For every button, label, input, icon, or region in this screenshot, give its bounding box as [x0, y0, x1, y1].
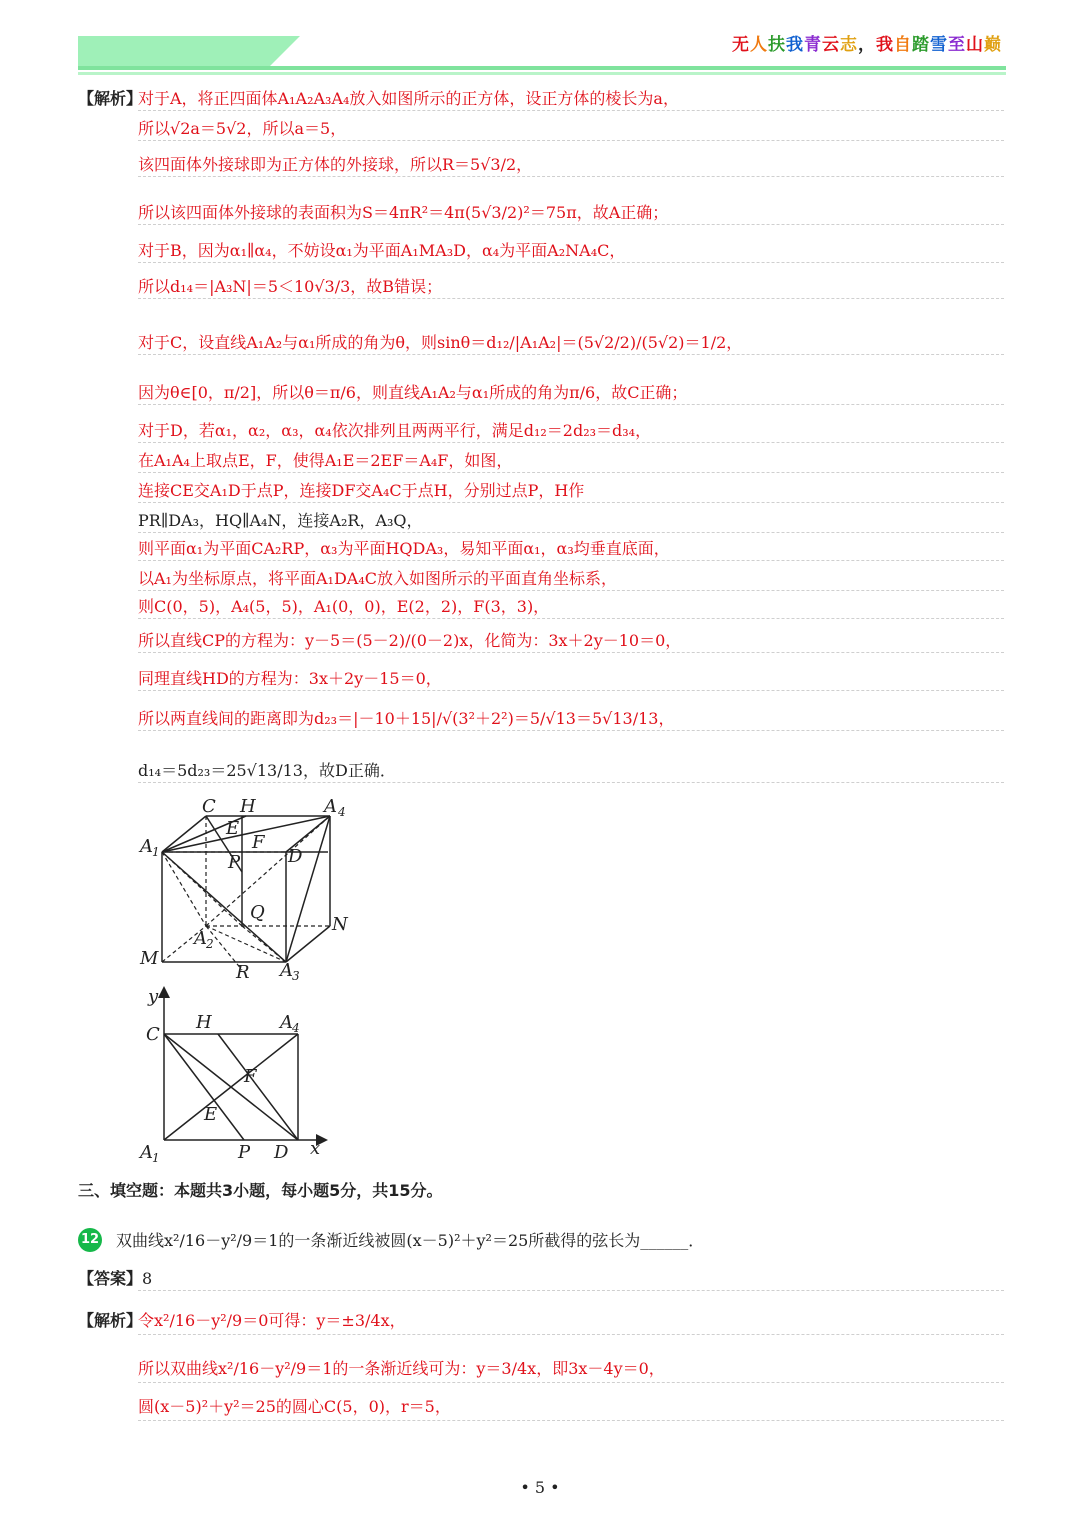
line-divider	[138, 652, 1004, 653]
slogan-char: 踏	[912, 35, 930, 55]
answer-row	[78, 1266, 152, 1289]
label-E: E	[226, 818, 240, 839]
label-N: N	[332, 914, 348, 935]
section-title: 三、填空题：本题共3小题，每小题5分，共15分。	[78, 1181, 443, 1200]
line-divider	[138, 176, 1004, 177]
header-rule	[78, 66, 1006, 70]
line-divider	[138, 560, 1004, 561]
solution-line: d₁₄＝5d₂₃＝25√13/13，故D正确．	[138, 761, 396, 780]
label-D: D	[288, 846, 303, 867]
label-A4-sub: 4	[292, 1021, 300, 1035]
label-A2-sub: 2	[206, 937, 214, 951]
solution-line: 对于C，设直线A₁A₂与α₁所成的角为θ，则sinθ＝d₁₂/|A₁A₂|＝(5√2/2)/(5√2)＝1/2，	[138, 333, 743, 352]
slogan-char: 巅	[984, 35, 1002, 55]
slogan-char: 山	[966, 35, 984, 55]
label-M: M	[140, 948, 159, 969]
solution-line: 所以直线CP的方程为：y－5＝(5－2)/(0－2)x，化简为：3x＋2y－10＝0，	[138, 631, 682, 650]
solution-line: 所以√2a＝5√2，所以a＝5，	[138, 119, 347, 138]
axis-x-label: x	[310, 1138, 321, 1159]
slogan-char: 人	[750, 35, 768, 55]
solution-line: 该四面体外接球即为正方体的外接球，所以R＝5√3/2，	[138, 155, 533, 174]
label-A4-sub: 4	[338, 805, 346, 819]
solution-label: 【解析】	[78, 89, 143, 108]
solution-line: 同理直线HD的方程为：3x＋2y－15＝0，	[138, 669, 442, 688]
slogan-char: 至	[948, 35, 966, 55]
label-A1: A	[140, 836, 153, 857]
line-divider	[138, 532, 1004, 533]
label-C: C	[202, 796, 216, 817]
solution-line: PR∥DA₃，HQ∥A₄N，连接A₂R，A₃Q，	[138, 511, 423, 530]
line-divider	[138, 442, 1004, 443]
slogan-char: 志	[840, 35, 858, 55]
line-divider	[138, 1382, 1004, 1383]
label-F: F	[252, 832, 265, 853]
solution-line: 所以d₁₄＝|A₃N|＝5＜10√3/3，故B错误；	[138, 277, 443, 296]
solution-12-label: 【解析】	[78, 1311, 143, 1330]
label-A1-sub: 1	[152, 845, 160, 859]
line-divider	[138, 690, 1004, 691]
label-Q: Q	[250, 902, 265, 923]
label-H: H	[240, 796, 256, 817]
header-tab	[78, 36, 268, 70]
slogan-char: 无	[732, 35, 750, 55]
line-divider	[138, 1334, 1004, 1335]
page-number: • 5 •	[520, 1478, 560, 1497]
line-divider	[138, 590, 1004, 591]
line-divider	[138, 224, 1004, 225]
slogan-char: 自	[894, 35, 912, 55]
label-C: C	[146, 1024, 160, 1045]
header-slogan	[732, 30, 1002, 55]
answer-label: 【答案】	[78, 1269, 143, 1288]
header-tab-slope	[266, 36, 300, 70]
axis-y-label: y	[148, 986, 159, 1007]
line-divider	[138, 404, 1004, 405]
solution-line: 圆(x－5)²＋y²＝25的圆心C(5，0)，r＝5，	[138, 1397, 451, 1416]
label-A3: A	[280, 960, 293, 981]
label-A3-sub: 3	[292, 969, 300, 982]
label-A4: A	[324, 796, 337, 817]
line-divider	[138, 1420, 1004, 1421]
header-rule-light	[78, 72, 1006, 75]
slogan-char: 扶	[768, 35, 786, 55]
label-R: R	[236, 962, 250, 982]
solution-line: 令x²/16－y²/9＝0可得：y＝±3/4x，	[138, 1311, 406, 1330]
solution-line: 所以双曲线x²/16－y²/9＝1的一条渐近线可为：y＝3/4x，即3x－4y＝0，	[138, 1359, 665, 1378]
solution-line: 所以两直线间的距离即为d₂₃＝|－10＋15|/√(3²＋2²)＝5/√13＝5√13/13，	[138, 709, 675, 728]
coordinate-figure	[136, 984, 336, 1164]
line-divider	[138, 262, 1004, 263]
slogan-char: ，	[858, 35, 876, 55]
solution-line: 则C(0，5)，A₄(5，5)，A₁(0，0)，E(2，2)，F(3，3)，	[138, 597, 550, 616]
slogan-char: 青	[804, 35, 822, 55]
solution-line: 对于D，若α₁，α₂，α₃，α₄依次排列且两两平行，满足d₁₂＝2d₂₃＝d₃₄，	[138, 421, 652, 440]
line-divider	[138, 110, 1004, 111]
line-divider	[138, 140, 1004, 141]
line-divider	[138, 618, 1004, 619]
question-number-badge: 12	[78, 1228, 102, 1252]
line-divider	[138, 730, 1004, 731]
label-A1-sub: 1	[152, 1151, 160, 1164]
label-A1: A	[140, 1142, 153, 1163]
line-divider	[138, 782, 1004, 783]
solution-line: 对于A，将正四面体A₁A₂A₃A₄放入如图所示的正方体，设正方体的棱长为a，	[138, 89, 679, 108]
slogan-char: 我	[876, 35, 894, 55]
label-E: E	[204, 1104, 218, 1125]
label-A2: A	[194, 928, 207, 949]
solution-line: 在A₁A₄上取点E，F，使得A₁E＝2EF＝A₄F，如图，	[138, 451, 513, 470]
label-A4: A	[280, 1012, 293, 1033]
line-divider	[138, 298, 1004, 299]
divider	[138, 1290, 1004, 1291]
slogan-char: 雪	[930, 35, 948, 55]
line-divider	[138, 502, 1004, 503]
label-P: P	[228, 852, 241, 873]
question-12-text: 双曲线x²/16－y²/9＝1的一条渐近线被圆(x－5)²＋y²＝25所截得的弦长为______．	[116, 1231, 705, 1250]
label-H: H	[196, 1012, 212, 1033]
label-D: D	[274, 1142, 289, 1163]
slogan-char: 我	[786, 35, 804, 55]
slogan-char: 云	[822, 35, 840, 55]
label-P: P	[238, 1142, 251, 1163]
solution-line: 则平面α₁为平面CA₂RP，α₃为平面HQDA₃，易知平面α₁，α₃均垂直底面，	[138, 539, 670, 558]
solution-line: 因为θ∈[0，π/2]，所以θ＝π/6，则直线A₁A₂与α₁所成的角为π/6，故C正确；	[138, 383, 688, 402]
line-divider	[138, 472, 1004, 473]
solution-line: 对于B，因为α₁∥α₄，不妨设α₁为平面A₁MA₃D，α₄为平面A₂NA₄C，	[138, 241, 626, 260]
cube-figure	[136, 790, 356, 982]
label-F: F	[244, 1066, 257, 1087]
solution-line: 连接CE交A₁D于点P，连接DF交A₄C于点H，分别过点P，H作	[138, 481, 585, 500]
answer-value: 8	[142, 1269, 153, 1288]
line-divider	[138, 354, 1004, 355]
solution-line: 以A₁为坐标原点，将平面A₁DA₄C放入如图所示的平面直角坐标系，	[138, 569, 617, 588]
solution-line: 所以该四面体外接球的表面积为S＝4πR²＝4π(5√3/2)²＝75π，故A正确；	[138, 203, 669, 222]
